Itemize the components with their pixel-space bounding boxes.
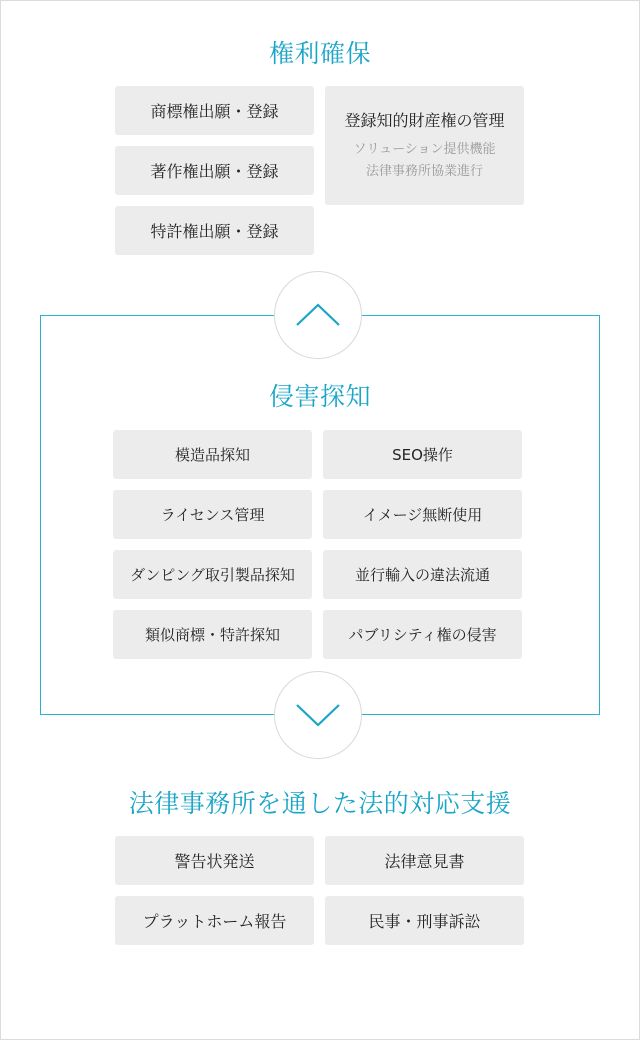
ip-management-sub-lawfirm: 法律事務所協業進行: [365, 164, 483, 179]
similar-trademark-item: 類似商標・特許探知: [113, 610, 312, 659]
ip-management-box: [325, 86, 524, 205]
counterfeit-detection-item: 模造品探知: [113, 430, 312, 479]
up-circle: [274, 271, 362, 359]
copyright-application-item: 著作権出願・登録: [115, 146, 314, 195]
civil-criminal-item: 民事・刑事訴訟: [325, 896, 524, 945]
warning-letter-item: 警告状発送: [115, 836, 314, 885]
unauthorized-image-item: イメージ無断使用: [323, 490, 522, 539]
chevron-up-icon: [295, 302, 341, 328]
trademark-application-item: 商標権出願・登録: [115, 86, 314, 135]
ip-management-sub-solution: ソリューション提供機能: [353, 142, 496, 157]
rights-section-title: 権利確保: [268, 39, 371, 68]
license-management-item: ライセンス管理: [113, 490, 312, 539]
down-circle: [274, 671, 362, 759]
publicity-rights-item: パブリシティ権の侵害: [323, 610, 522, 659]
legal-section-title: 法律事務所を通した法的対応支援: [128, 789, 512, 818]
detection-section-title: 侵害探知: [268, 382, 371, 411]
seo-manipulation-item: SEO操作: [323, 430, 522, 479]
chevron-down-icon: [295, 702, 341, 728]
parallel-import-item: 並行輸入の違法流通: [323, 550, 522, 599]
platform-report-item: プラットホーム報告: [115, 896, 314, 945]
patent-application-item: 特許権出願・登録: [115, 206, 314, 255]
legal-opinion-item: 法律意見書: [325, 836, 524, 885]
ip-management-title: 登録知的財産権の管理: [344, 111, 505, 130]
dumping-detection-item: ダンピング取引製品探知: [113, 550, 312, 599]
